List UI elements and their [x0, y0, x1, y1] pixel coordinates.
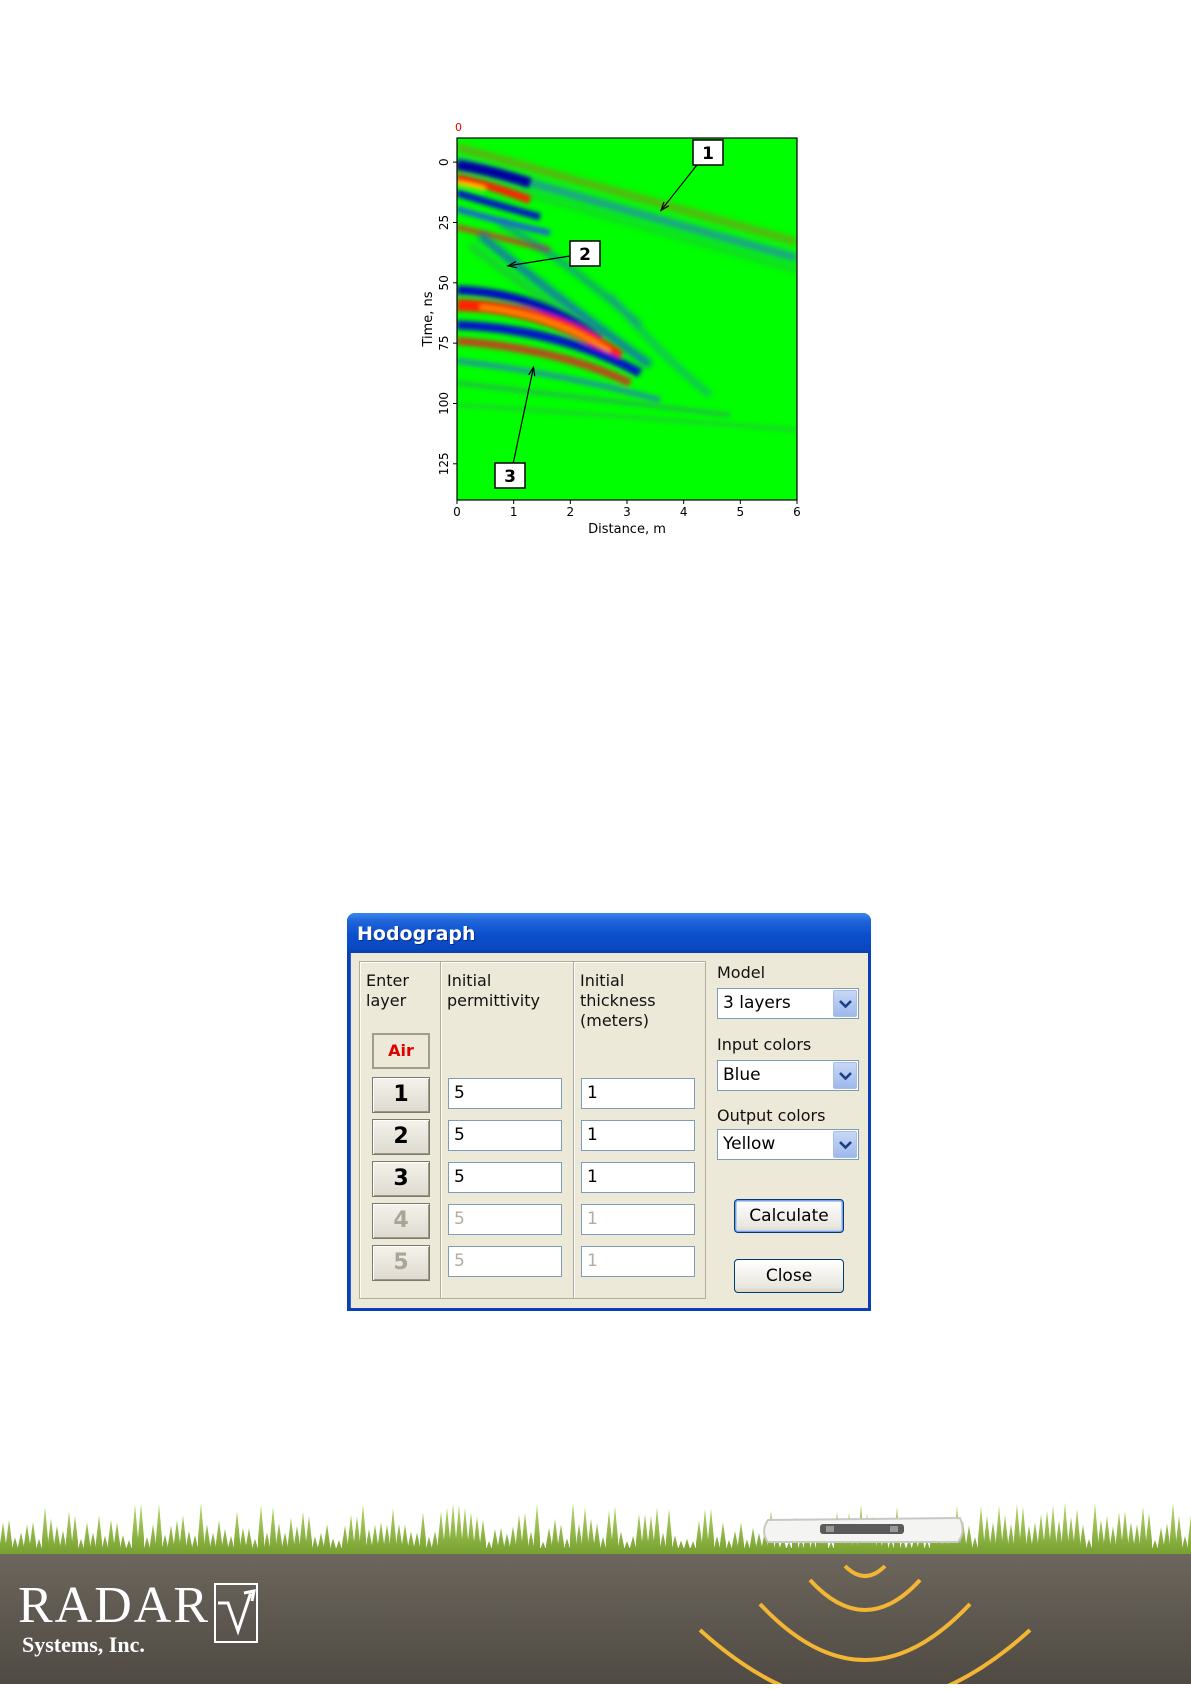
x-tick-label: 0 [453, 505, 461, 519]
thickness-header: Initial thickness (meters) [580, 971, 656, 1030]
model-value: 3 layers [723, 993, 791, 1013]
permittivity-input-4: 5 [448, 1204, 562, 1235]
x-tick-label: 5 [736, 505, 745, 519]
y-axis-title: Time, ns [421, 291, 436, 347]
y-tick-label: 0 [437, 158, 451, 166]
input-colors-label: Input colors [717, 1035, 812, 1054]
dialog-title: Hodograph [357, 923, 476, 945]
close-button[interactable]: Close [734, 1259, 844, 1293]
output-colors-select[interactable] [717, 1129, 859, 1160]
calculate-button[interactable]: Calculate [734, 1199, 844, 1233]
permittivity-input-3[interactable]: 5 [448, 1162, 562, 1193]
layer-button-4: 4 [372, 1203, 430, 1239]
annotation-label: 1 [702, 144, 714, 164]
y-axis [437, 158, 457, 475]
grass [0, 1502, 1191, 1560]
x-tick-label: 3 [623, 505, 631, 519]
radar-systems-logo [18, 1577, 211, 1658]
annotation-label: 3 [504, 467, 516, 487]
x-tick-label: 6 [793, 505, 801, 519]
y-tick-label: 50 [437, 275, 451, 291]
layer-button-3[interactable]: 3 [372, 1161, 430, 1197]
model-select[interactable] [717, 988, 859, 1019]
x-tick-label: 4 [679, 505, 688, 519]
input-colors-value: Blue [723, 1065, 761, 1085]
thickness-input-1[interactable]: 1 [581, 1078, 695, 1109]
thickness-input-2[interactable]: 1 [581, 1120, 695, 1151]
input-colors-select[interactable] [717, 1060, 859, 1091]
output-colors-label: Output colors [717, 1106, 826, 1125]
radargram-svg [410, 115, 810, 545]
enter-layer-header: Enter layer [366, 971, 409, 1010]
permittivity-input-1[interactable]: 5 [448, 1078, 562, 1109]
y-tick-label: 125 [437, 452, 451, 476]
chevron-down-icon[interactable] [833, 1131, 857, 1158]
output-colors-value: Yellow [723, 1134, 776, 1154]
layer-button-5: 5 [372, 1245, 430, 1281]
dialog-titlebar[interactable] [347, 913, 871, 953]
permittivity-header: Initial permittivity [447, 971, 540, 1010]
model-label: Model [717, 963, 766, 982]
x-tick-label: 2 [566, 505, 575, 519]
x-tick-label: 1 [509, 505, 518, 519]
logo-v-mark [214, 1583, 258, 1643]
thickness-input-3[interactable]: 1 [581, 1162, 695, 1193]
layer-button-2[interactable]: 2 [372, 1119, 430, 1155]
permittivity-input-5: 5 [448, 1246, 562, 1277]
logo-subtitle: Systems, Inc. [22, 1632, 145, 1657]
layer-button-1[interactable]: 1 [372, 1077, 430, 1113]
chevron-down-icon[interactable] [833, 990, 857, 1017]
y-tick-label: 100 [437, 392, 451, 415]
hodograph-dialog [347, 913, 871, 1311]
annotation-label: 2 [579, 245, 591, 265]
thickness-input-5: 1 [581, 1246, 695, 1277]
logo-name: RADAR [18, 1577, 211, 1634]
chevron-down-icon[interactable] [833, 1062, 857, 1089]
corner-zero-label: 0 [455, 121, 462, 134]
thickness-input-4: 1 [581, 1204, 695, 1235]
air-layer-button: Air [372, 1033, 430, 1069]
x-axis [453, 500, 801, 519]
heatmap-area [457, 138, 797, 500]
radar-device-icon [764, 1518, 963, 1542]
permittivity-input-2[interactable]: 5 [448, 1120, 562, 1151]
y-tick-label: 75 [437, 335, 451, 351]
x-axis-title: Distance, m [588, 522, 666, 537]
y-tick-label: 25 [437, 214, 451, 231]
radargram-figure [410, 115, 810, 545]
